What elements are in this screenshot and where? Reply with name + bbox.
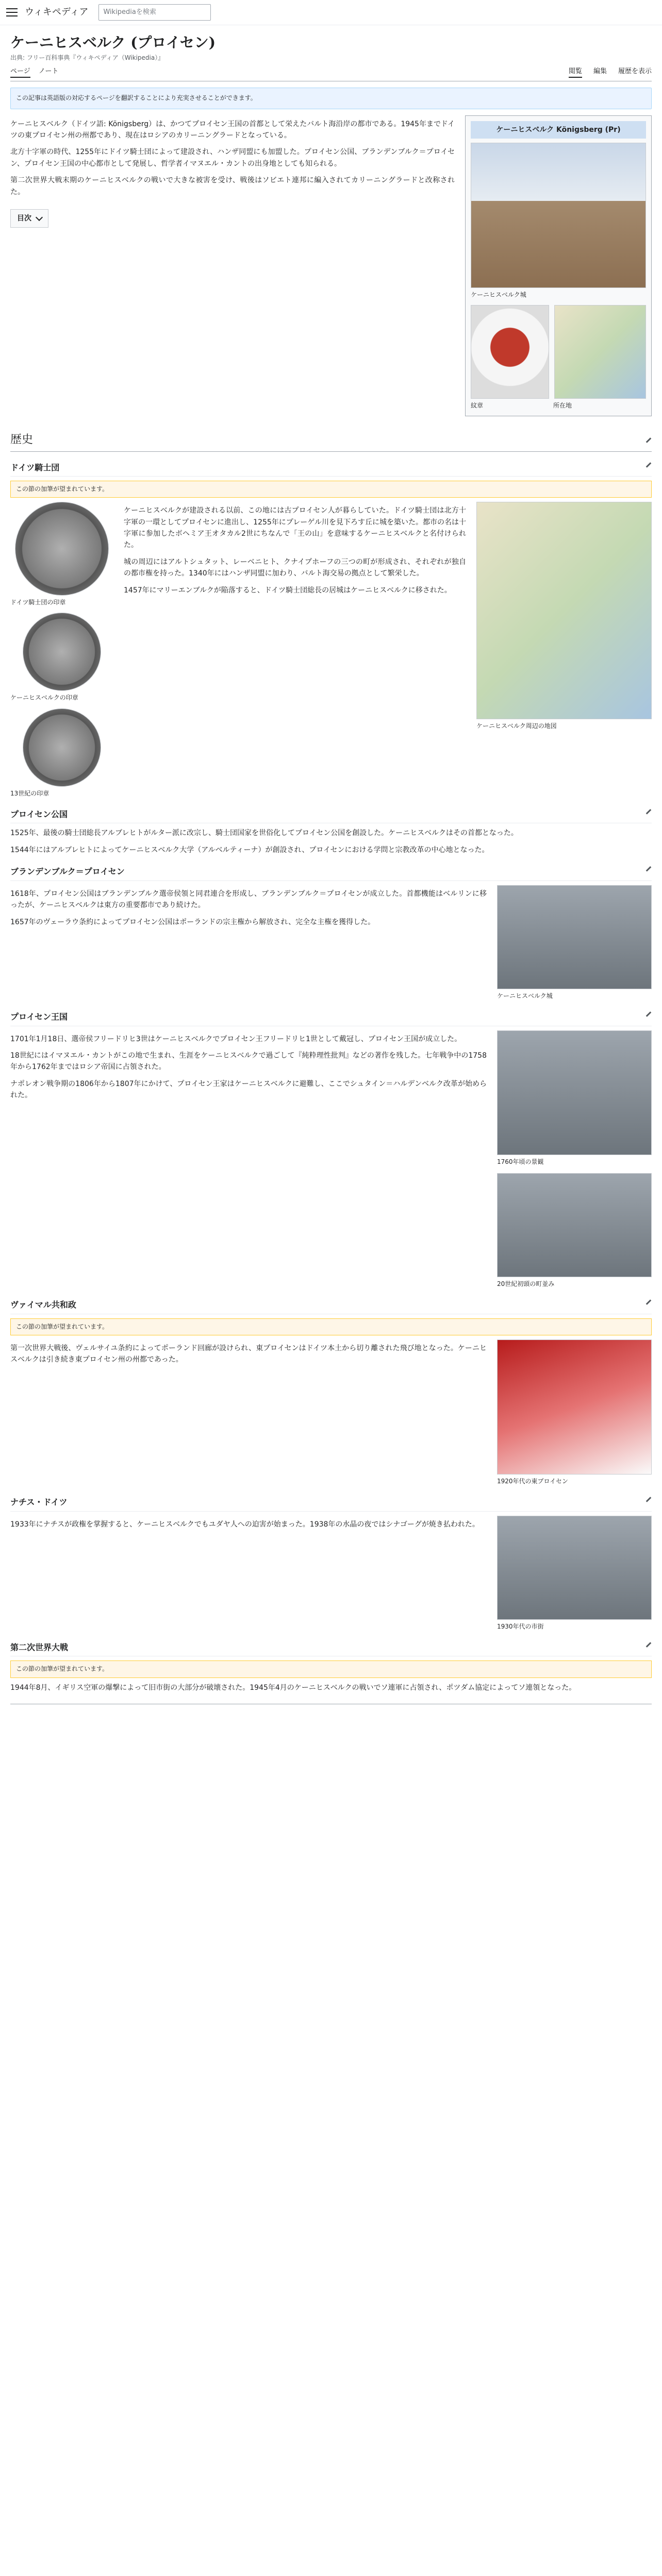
brandenburg-row	[10, 885, 652, 1001]
subsection-weimar	[10, 1298, 652, 1314]
edit-icon[interactable]	[644, 461, 652, 468]
paragraph: 第一次世界大戦後、ヴェルサイユ条約によってポーランド回廊が設けられ、東プロイセンはドイツ本土から切り離された飛び地となった。ケーニヒスベルクは引き続き東プロイセン州の州都であった。	[10, 1344, 487, 1364]
map-caption: 1920年代の東プロイセン	[497, 1477, 568, 1485]
subsection-kingdom	[10, 1010, 652, 1026]
map-image[interactable]	[476, 502, 652, 719]
expand-notice: この節の加筆が望まれています。	[10, 481, 652, 498]
teutonic-row	[10, 502, 652, 799]
paragraph: 城の周辺にはアルトシュタット、レーベニヒト、クナイプホーフの三つの町が形成され、それぞれが独自の都市権を持った。1340年にはハンザ同盟に加わり、バルト海交易の拠点として繁栄した。	[124, 557, 466, 578]
paragraph: ケーニヒスベルクが建設される以前、この地には古プロイセン人が暮らしていた。ドイツ騎士団は北方十字軍の一環としてプロイセンに進出し、1255年にプレーゲル川を見下ろす丘に城を築いた。都市の名は十字軍に参加したボヘミア王オタカル2世にちなんで「王の山」を意味するケーニヒスベルクと名付けられた。	[124, 506, 466, 550]
paragraph: 1701年1月18日、選帝侯フリードリヒ3世はケーニヒスベルクでプロイセン王フリードリヒ1世として戴冠し、プロイセン王国が成立した。	[10, 1035, 462, 1043]
subsection-title: プロイセン王国	[10, 1012, 68, 1022]
page-title: ケーニヒスベルク (プロイセン)	[10, 34, 216, 51]
subsection-brandenburg	[10, 865, 652, 881]
tab-article[interactable]: ページ	[10, 66, 30, 78]
photo-caption: 1760年頃の景観	[497, 1158, 544, 1165]
main-content	[0, 25, 662, 1713]
paragraph: 18世紀にはイマヌエル・カントがこの地で生まれ、生涯をケーニヒスベルクで過ごして『純粋理性批判』などの著作を残した。七年戦争中の1758年から1762年まではロシア帝国に占領された。	[10, 1052, 487, 1072]
seal-image[interactable]	[23, 708, 101, 787]
nazi-photo[interactable]	[497, 1516, 652, 1620]
toc-label: 目次	[17, 214, 31, 223]
photo-caption: ケーニヒスベルク城	[497, 992, 553, 999]
subsection-title: ブランデンブルク＝プロイセン	[10, 867, 125, 877]
tab-edit[interactable]: 編集	[593, 67, 607, 75]
menu-icon[interactable]	[6, 8, 18, 16]
edit-icon[interactable]	[644, 1641, 652, 1648]
search-input[interactable]: Wikipediaを検索	[98, 4, 211, 21]
subsection-teutonic	[10, 461, 652, 477]
weimar-map-image[interactable]	[497, 1340, 652, 1475]
section-history	[10, 431, 652, 451]
infobox-caption: ケーニヒスベルク城	[471, 291, 526, 298]
edit-icon[interactable]	[644, 1298, 652, 1306]
edit-icon[interactable]	[644, 436, 652, 444]
subsection-duchy	[10, 808, 652, 824]
paragraph: 1933年にナチスが政権を掌握すると、ケーニヒスベルクでもユダヤ人への迫害が始まった。1938年の水晶の夜ではシナゴーグが焼き払われた。	[10, 1520, 479, 1529]
page-toolbar	[10, 63, 652, 82]
coat-caption: 紋章	[471, 402, 484, 410]
castle-photo[interactable]	[497, 885, 652, 989]
infobox	[465, 115, 652, 417]
photo-caption: 1930年代の市街	[497, 1622, 544, 1630]
edit-icon[interactable]	[644, 1010, 652, 1018]
seal-caption: ドイツ騎士団の印章	[10, 599, 66, 606]
seal-caption: ケーニヒスベルクの印章	[10, 694, 78, 702]
edit-icon[interactable]	[644, 1496, 652, 1503]
paragraph: 1457年にマリーエンブルクが陥落すると、ドイツ騎士団総長の居城はケーニヒスベルクに移された。	[124, 586, 452, 595]
translation-notice: この記事は英語版の対応するページを翻訳することにより充実させることができます。	[10, 88, 652, 109]
weimar-row	[10, 1340, 652, 1486]
map-caption: 所在地	[553, 402, 572, 410]
seal-image[interactable]	[23, 613, 101, 691]
toc-toggle[interactable]	[10, 209, 48, 228]
paragraph: 1657年のヴェーラウ条約によってプロイセン公国はポーランドの宗主権から解放され、完全な主権を獲得した。	[10, 918, 375, 926]
subsection-nazi	[10, 1496, 652, 1512]
map-caption: ケーニヒスベルク周辺の地図	[476, 722, 557, 730]
paragraph: 1618年、プロイセン公国はブランデンブルク選帝侯領と同君連合を形成し、ブランデンブルク＝プロイセンが成立した。首都機能はベルリンに移ったが、ケーニヒスベルクは東方の重要都市であり続けた。	[10, 889, 487, 910]
intro-paragraph: 北方十字軍の時代、1255年にドイツ騎士団によって建設され、ハンザ同盟にも加盟した。プロイセン公国、ブランデンブルク＝プロイセン、プロイセン王国の中心都市として発展し、哲学者イマヌエル・カントの出身地としても知られる。	[10, 148, 455, 168]
subsection-title: プロイセン公国	[10, 809, 68, 819]
paragraph: 1544年にはアルブレヒトによってケーニヒスベルク大学（アルベルティーナ）が創設され、プロイセンにおける学問と宗教改革の中心地となった。	[10, 845, 489, 854]
kingdom-row	[10, 1030, 652, 1289]
paragraph: ナポレオン戦争期の1806年から1807年にかけて、プロイセン王家はケーニヒスベルクに避難し、ここでシュタイン＝ハルデンベルク改革が始められた。	[10, 1079, 487, 1100]
subsection-title: ドイツ騎士団	[10, 462, 60, 472]
seal-caption: 13世紀の印章	[10, 789, 49, 797]
subsection-ww2	[10, 1641, 652, 1657]
expand-notice: この節の加筆が望まれています。	[10, 1660, 652, 1677]
tab-talk[interactable]: ノート	[38, 67, 59, 75]
intro-row	[10, 115, 652, 417]
tab-read[interactable]: 閲覧	[569, 66, 582, 78]
seal-image[interactable]	[15, 502, 109, 596]
subsection-title: ヴァイマル共和政	[10, 1299, 76, 1310]
site-logo[interactable]: ウィキペディア	[25, 6, 89, 18]
street-image[interactable]	[497, 1173, 652, 1277]
expand-notice: この節の加筆が望まれています。	[10, 1318, 652, 1335]
nazi-row	[10, 1516, 652, 1632]
intro-paragraph: 第二次世界大戦末期のケーニヒスベルクの戦いで大きな被害を受け、戦後はソビエト連邦に編入されてカリーニングラードと改称された。	[10, 176, 455, 196]
page-subtitle: 出典: フリー百科事典『ウィキペディア（Wikipedia）』	[10, 54, 164, 62]
section-title: 歴史	[10, 433, 34, 447]
palace-image[interactable]	[497, 1030, 652, 1155]
top-bar	[0, 0, 662, 25]
edit-icon[interactable]	[644, 865, 652, 872]
photo-caption: 20世紀初頭の町並み	[497, 1280, 555, 1287]
infobox-title: ケーニヒスベルク Königsberg (Pr)	[471, 121, 646, 139]
intro-paragraph: ケーニヒスベルク（ドイツ語: Königsberg）は、かつてプロイセン王国の首都として栄えたバルト海沿岸の都市である。1945年までドイツの東プロイセン州の州都であり、現在はロシアのカリーニングラードとなっている。	[10, 120, 455, 140]
castle-image[interactable]	[471, 143, 646, 288]
coat-of-arms-image[interactable]	[471, 305, 549, 399]
paragraph: 1944年8月、イギリス空軍の爆撃によって旧市街の大部分が破壊された。1945年4月のケーニヒスベルクの戦いでソ連軍に占領され、ポツダム協定によってソ連領となった。	[10, 1683, 576, 1692]
chevron-down-icon	[36, 214, 43, 221]
subsection-title: ナチス・ドイツ	[10, 1497, 68, 1507]
location-map-image[interactable]	[554, 305, 646, 399]
paragraph: 1525年、最後の騎士団総長アルブレヒトがルター派に改宗し、騎士団国家を世俗化してプロイセン公国を創設した。ケーニヒスベルクはその首都となった。	[10, 829, 518, 838]
subsection-title: 第二次世界大戦	[10, 1642, 69, 1652]
edit-icon[interactable]	[644, 808, 652, 815]
tab-history[interactable]: 履歴を表示	[618, 67, 652, 75]
